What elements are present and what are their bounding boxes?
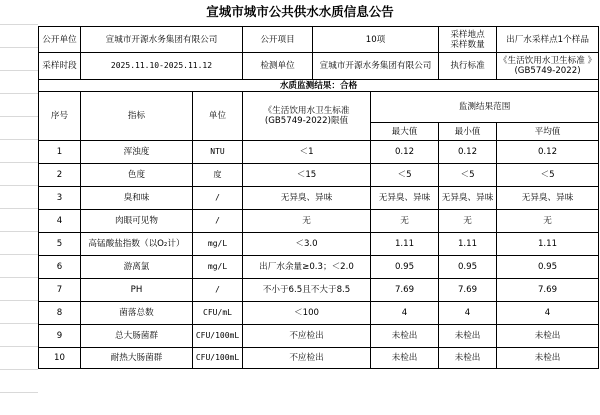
page-title: 宣城市城市公共供水水质信息公告 <box>206 4 394 19</box>
row-indicator: PH <box>81 279 193 302</box>
header-no: 序号 <box>39 92 81 141</box>
row-max: 0.95 <box>371 256 439 279</box>
header-indicator: 指标 <box>81 92 193 141</box>
row-avg: 未检出 <box>497 325 599 348</box>
row-max: 无异臭、异味 <box>371 187 439 210</box>
info-row-2 <box>39 53 599 80</box>
row-indicator: 色度 <box>81 164 193 187</box>
location-label: 采样地点 采样数量 <box>439 27 497 53</box>
row-unit: / <box>193 279 243 302</box>
row-no: 2 <box>39 164 81 187</box>
row-limit: 无异臭、异味 <box>243 187 371 210</box>
row-indicator: 菌落总数 <box>81 302 193 325</box>
row-limit: 出厂水余量≥0.3；＜2.0 <box>243 256 371 279</box>
header-min: 最小值 <box>439 123 497 141</box>
row-indicator: 浑浊度 <box>81 141 193 164</box>
result-text: 水质监测结果：合格 <box>39 80 599 92</box>
water-quality-table <box>38 26 599 369</box>
period-value: 2025.11.10-2025.11.12 <box>81 53 243 80</box>
row-min: 未检出 <box>439 325 497 348</box>
row-max: 0.12 <box>371 141 439 164</box>
table-row <box>39 141 599 164</box>
row-avg: 4 <box>497 302 599 325</box>
row-max: 未检出 <box>371 348 439 369</box>
row-avg: 无 <box>497 210 599 233</box>
row-limit: ＜15 <box>243 164 371 187</box>
row-avg: 7.69 <box>497 279 599 302</box>
row-avg: ＜5 <box>497 164 599 187</box>
unit-value: 宣城市开源水务集团有限公司 <box>81 27 243 53</box>
row-min: 1.11 <box>439 233 497 256</box>
row-avg: 0.95 <box>497 256 599 279</box>
row-avg: 无异臭、异味 <box>497 187 599 210</box>
info-row-1 <box>39 27 599 53</box>
project-label: 公开项目 <box>243 27 313 53</box>
header-max: 最大值 <box>371 123 439 141</box>
spreadsheet-gridlines <box>0 24 38 415</box>
table-row <box>39 325 599 348</box>
header-unit: 单位 <box>193 92 243 141</box>
testunit-label: 检测单位 <box>243 53 313 80</box>
project-value: 10项 <box>313 27 439 53</box>
row-unit: CFU/mL <box>193 302 243 325</box>
row-limit: 不应检出 <box>243 348 371 369</box>
header-avg: 平均值 <box>497 123 599 141</box>
row-no: 1 <box>39 141 81 164</box>
table-row <box>39 348 599 369</box>
row-unit: CFU/100mL <box>193 348 243 369</box>
row-limit: 不小于6.5且不大于8.5 <box>243 279 371 302</box>
row-unit: CFU/100mL <box>193 325 243 348</box>
unit-label: 公开单位 <box>39 27 81 53</box>
row-min: 0.12 <box>439 141 497 164</box>
row-min: 0.95 <box>439 256 497 279</box>
row-unit: mg/L <box>193 256 243 279</box>
location-value: 出厂水采样点1个样品 <box>497 27 599 53</box>
row-min: 未检出 <box>439 348 497 369</box>
row-indicator: 游离氯 <box>81 256 193 279</box>
row-min: ＜5 <box>439 164 497 187</box>
row-min: 无异臭、异味 <box>439 187 497 210</box>
row-limit: ＜1 <box>243 141 371 164</box>
period-label: 采样时段 <box>39 53 81 80</box>
row-min: 7.69 <box>439 279 497 302</box>
header-row-1 <box>39 92 599 123</box>
standard-value: 《生活饮用水卫生标准 》 (GB5749-2022) <box>497 53 599 80</box>
row-min: 4 <box>439 302 497 325</box>
row-no: 9 <box>39 325 81 348</box>
row-unit: / <box>193 187 243 210</box>
row-unit: mg/L <box>193 233 243 256</box>
row-limit: 不应检出 <box>243 325 371 348</box>
table-row <box>39 279 599 302</box>
row-no: 4 <box>39 210 81 233</box>
row-no: 3 <box>39 187 81 210</box>
row-indicator: 高锰酸盐指数（以O₂计） <box>81 233 193 256</box>
table-row <box>39 164 599 187</box>
row-no: 7 <box>39 279 81 302</box>
testunit-value: 宣城市开源水务集团有限公司 <box>313 53 439 80</box>
row-no: 6 <box>39 256 81 279</box>
row-limit: ＜100 <box>243 302 371 325</box>
table-row <box>39 256 599 279</box>
row-indicator: 总大肠菌群 <box>81 325 193 348</box>
table-row <box>39 187 599 210</box>
header-range: 监测结果范围 <box>371 92 599 123</box>
row-max: ＜5 <box>371 164 439 187</box>
row-no: 8 <box>39 302 81 325</box>
table-row <box>39 233 599 256</box>
table-row <box>39 302 599 325</box>
row-avg: 未检出 <box>497 348 599 369</box>
row-indicator: 肉眼可见物 <box>81 210 193 233</box>
row-max: 4 <box>371 302 439 325</box>
row-indicator: 臭和味 <box>81 187 193 210</box>
header-limit: 《生活饮用水卫生标准 (GB5749-2022)限值 <box>243 92 371 141</box>
row-indicator: 耐热大肠菌群 <box>81 348 193 369</box>
row-max: 无 <box>371 210 439 233</box>
row-max: 未检出 <box>371 325 439 348</box>
row-avg: 1.11 <box>497 233 599 256</box>
row-no: 10 <box>39 348 81 369</box>
row-unit: NTU <box>193 141 243 164</box>
row-unit: 度 <box>193 164 243 187</box>
result-row <box>39 80 599 92</box>
row-max: 7.69 <box>371 279 439 302</box>
row-unit: / <box>193 210 243 233</box>
table-row <box>39 210 599 233</box>
row-max: 1.11 <box>371 233 439 256</box>
row-limit: 无 <box>243 210 371 233</box>
row-avg: 0.12 <box>497 141 599 164</box>
row-limit: ＜3.0 <box>243 233 371 256</box>
standard-label: 执行标准 <box>439 53 497 80</box>
row-no: 5 <box>39 233 81 256</box>
row-min: 无 <box>439 210 497 233</box>
